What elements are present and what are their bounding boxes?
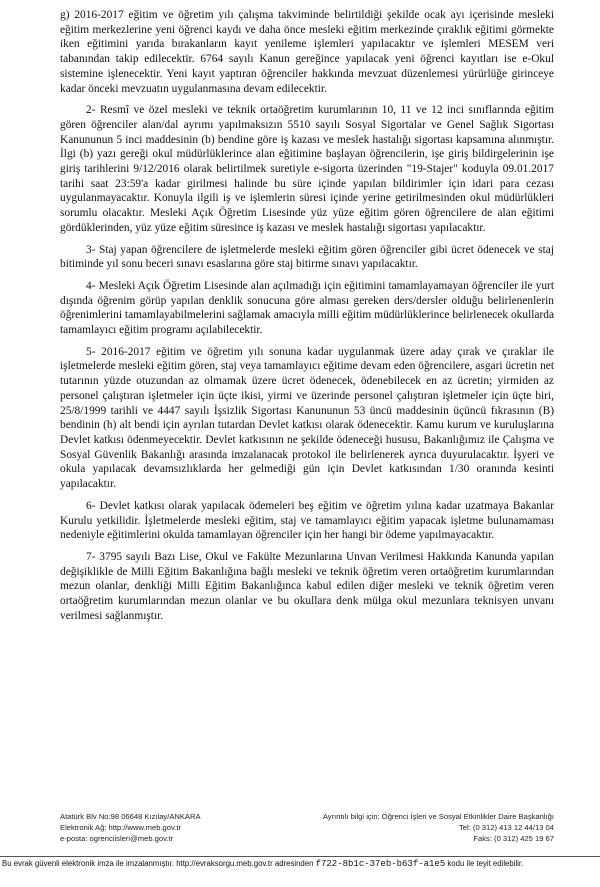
footer-email[interactable]: e-posta: ogrenciisleri@meb.gov.tr bbox=[60, 834, 174, 843]
paragraph-2: 2- Resmî ve özel mesleki ve teknik ortaöğretim kurumlarının 10, 11 ve 12 inci sınıflarında eğitim gören öğrenciler alan/dal ayrımı yapılmaksızın 5510 sayılı Sosyal Sigortalar ve Genel Sağlık Sigortası Kanununun 5 inci maddesinin (b) bendine göre iş kazası ve meslek hastalığı sigortası kapsamına alınmıştır. İlgi (b) yazı gereği okul müdürlüklerince alan eğitimine başlayan öğrencilerin, işe giriş bildirgelerinin işe giriş tarihlerini 9/12/2016 olarak belirtilmek suretiyle e-sigorta üzerinden "19-Stajer" koduyla 09.01.2017 tarihi saat 23:59'a kadar girilmesi halinde bu süre içinde yapılan bildirimler için idari para cezası uygulanmayacaktır. Konuyla ilgili iş ve işlemlerin süresi içinde yerine getirilmesinden okul müdürlükleri sorumlu olacaktır. Mesleki Açık Öğretim Lisesinde yüz yüze eğitim gören öğrencilere de alan eğitimi gördüklerinden, yüz yüze eğitim süresince iş kazası ve meslek hastalığı sigortası yapılacaktır. bbox=[60, 104, 554, 234]
verification-line bbox=[2, 859, 598, 869]
verification-code: f722-8b1c-37eb-b63f-a1e5 bbox=[315, 859, 446, 869]
verification-suffix: kodu ile teyit edilebilir. bbox=[447, 859, 524, 868]
paragraph-g: g) 2016-2017 eğitim ve öğretim yılı çalışma takviminde belirtildiği şekilde ocak ayı içerisinde mesleki eğitim merkezlerine yeni öğrenci kaydı ve daha önce mesleki eğitim merkezinde çıraklık eğitimi görmekte iken eğitimini yarıda bırakanların kayıt yenileme işlemleri yapılacaktır ve işlemleri MESEM veri tabanından takip edilecektir. 6764 sayılı Kanun gereğince yapılacak yeni öğrenci kayıtları ise e-Okul sistemine işlenecektir. Yeni kayıt yaptıran öğrenciler hakkında mevzuat düzenlemesi yürürlüğe girinceye kadar önceki mevzuatın uygulanmasına devam edilecektir. bbox=[60, 9, 554, 95]
document-body bbox=[60, 8, 554, 630]
footer-website[interactable]: Elektronik Ağ: http://www.meb.gov.tr bbox=[60, 823, 181, 832]
paragraph-3: 3- Staj yapan öğrencilere de işletmelerde mesleki eğitim gören öğrenciler gibi ücret ödenecek ve staj bitiminde yıl sonu beceri sınavı esaslarına göre staj bitirme sınavı yapılacaktır. bbox=[60, 243, 554, 271]
paragraph-4: 4- Mesleki Açık Öğretim Lisesinde alan açılmadığı için eğitimini tamamlayamayan öğrenciler ile yurt dışında öğrenim görüp yapılan denklik sonucuna göre alması gereken ders/dersler olduğu belirlenenlerin öğrenimlerini tamamlayabilmelerini sağlamak amacıyla milli eğitim müdürlüklerince belirlenecek okullarda tamamlayıcı eğitim programı açılabilecektir. bbox=[60, 279, 554, 337]
letterhead-footer bbox=[60, 811, 554, 844]
paragraph-7: 7- 3795 sayılı Bazı Lise, Okul ve Fakülte Mezunlarına Unvan Verilmesi Hakkında Kanunda yapılan değişiklikle de Milli Eğitim Bakanlığına bağlı mesleki ve teknik öğretim veren ortaöğretim kurumlarından mezun olanlar, denkliği Milli Eğitim Bakanlığınca kabul edilen diğer mesleki ve teknik öğretim veren ortaöğretim kurumlarından mezun olanlar ve bu okullara denk mülga okul mezunlara teknisyen unvanı verilmesi sağlanmıştır. bbox=[60, 550, 554, 622]
footer-divider bbox=[0, 856, 600, 857]
footer-fax: Faks: (0 312) 425 19 67 bbox=[473, 834, 554, 843]
paragraph-5: 5- 2016-2017 eğitim ve öğretim yılı sonuna kadar uygulanmak üzere aday çırak ve çıraklar ile işletmelerde mesleki eğitim gören, staj veya tamamlayıcı eğitime devam eden öğrencilere, asgari ücretin net tutarının yüzde otuzundan az olmamak üzere ücret ödenecek, ödenebilecek en az ücretin; yirmiden az personel çalıştıran işletmeler için üçte ikisi, yirmi ve üzerinde personel çalıştıran işletmeler için üçte biri, 25/8/1999 tarihli ve 4447 sayılı İşsizlik Sigortası Kanununun 53 üncü maddesinin üçüncü fıkrasının (B) bendinin (h) alt bendi için ayrılan tutardan Devlet katkısı olarak ödenecektir. Kamu kurum ve kuruluşlarına Devlet katkısı ödenmeyecektir. Devlet katkısının ne şekilde ödeneceği hususu, Bakanlığımız ile Çalışma ve Sosyal Güvenlik Bakanlığı arasında imzalanacak protokol ile belirlenerek ayrıca duyurulacaktır. İşyeri ve okula yapılacak devamsızlıklarda her gelmediği gün için Devlet katkısından 1/30 oranında kesinti yapılacaktır. bbox=[60, 345, 554, 491]
footer-address: Atatürk Blv No:98 06648 Kızılay/ANKARA bbox=[60, 812, 201, 821]
verification-prefix: Bu evrak güvenli elektronik imza ile imzalanmıştır. http://evraksorgu.meb.gov.tr adresinden bbox=[2, 859, 314, 868]
footer-info: Ayrıntılı bilgi için: Öğrenci İşleri ve Sosyal Etkinlikler Daire Başkanlığı bbox=[322, 812, 554, 821]
footer-tel: Tel: (0 312) 413 12 44/13 04 bbox=[459, 823, 554, 832]
paragraph-6: 6- Devlet katkısı olarak yapılacak ödemeleri beş eğitim ve öğretim yılına kadar uzatmaya Bakanlar Kurulu yetkilidir. İşletmelerde mesleki eğitim, staj ve tamamlayıcı eğitim yapacak işletme bulunamaması nedeniyle eğitimlerini okulda tamamlayan öğrenciler için her hangi bir ödeme yapılmayacaktır. bbox=[60, 499, 554, 542]
